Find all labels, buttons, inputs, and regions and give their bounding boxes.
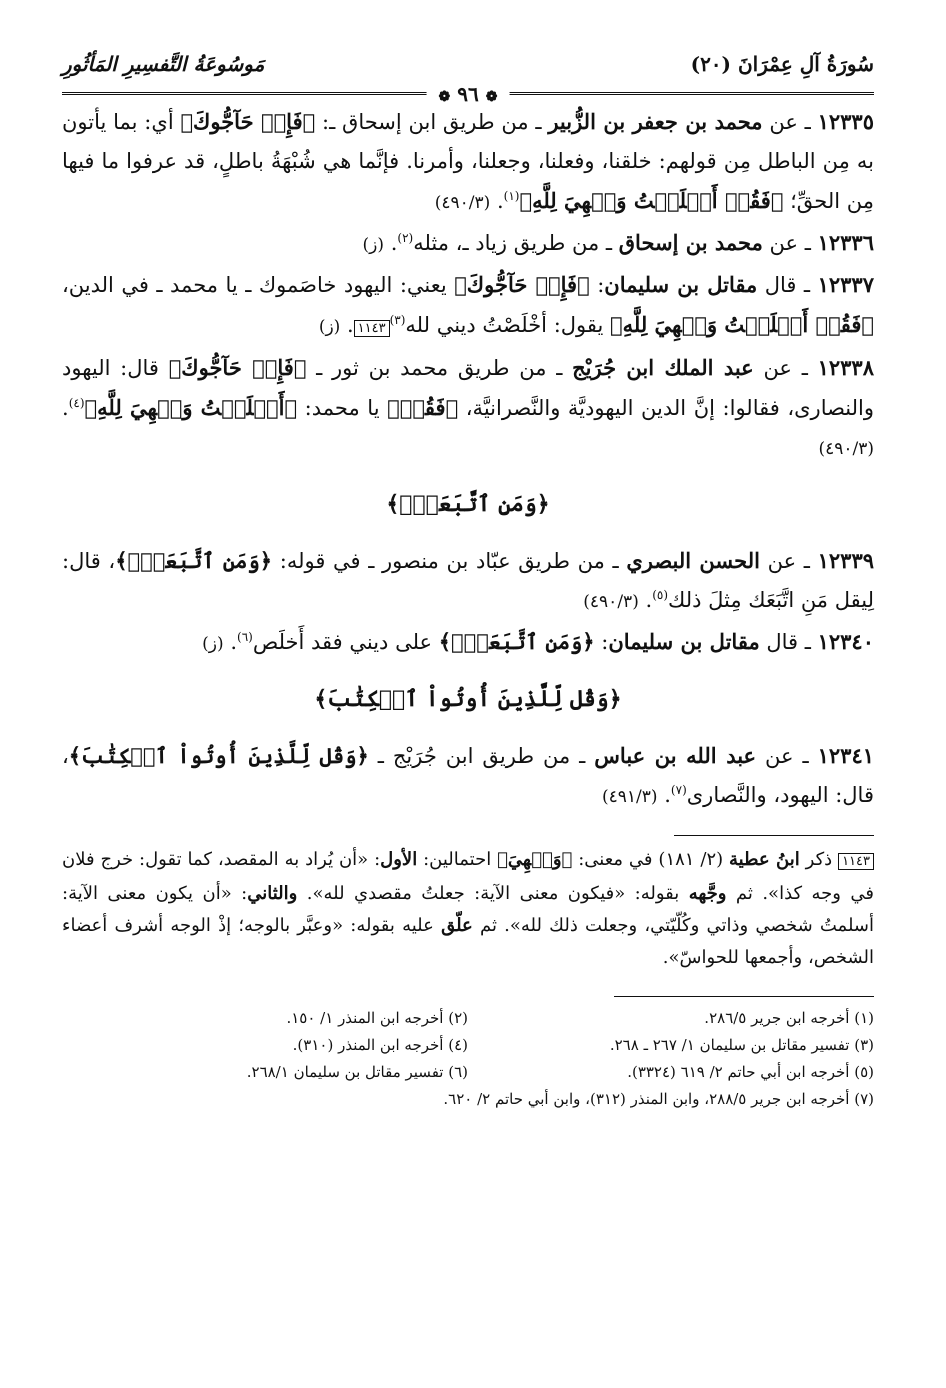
footnote-row (62, 1086, 874, 1113)
entry-text: . (384, 231, 398, 255)
footnote-row (62, 1032, 874, 1059)
quran-verse: ﴿فَإِنۡ حَآجُّوكَ﴾ (180, 109, 316, 134)
footnote-marker[interactable]: (٢) (397, 231, 414, 245)
entry-text: يقول: أخْلَصْتُ ديني لله (405, 313, 611, 337)
footnotes (62, 1005, 874, 1113)
footnote-row (62, 1005, 874, 1032)
commentary-text: بقوله: «فيكون معنى الآية: جعلتُ مقصدي لله». (297, 883, 689, 904)
footnote: (٧) أخرجه ابن جرير ٢٨٨/٥، وابن المنذر (٣١٢)، وابن أبي حاتم ٢/ ٦٢٠. (443, 1090, 874, 1108)
volume-reference: (ز) (318, 317, 341, 337)
footnote: (٤) أخرجه ابن المنذر (٣١٠). (292, 1036, 468, 1054)
entry-12338 (62, 348, 874, 469)
volume-reference: (٤٩٠/٣) (583, 592, 639, 612)
surah-title: سُورَةُ آلِ عِمْرَانَ (٢٠) (690, 52, 874, 76)
entry-12335 (62, 102, 874, 223)
commentary-text: : «أن يكون معنى الآية: أسلمتُ شخصي وذاتي وكُلّيّتي، وجعلت ذلك لله». ثم (62, 883, 874, 936)
narrator: مقاتل بن سليمان (608, 629, 760, 654)
entry-text: ـ عن (756, 744, 809, 768)
entry-12339 (62, 541, 874, 622)
entry-number: ١٢٣٣٥ (817, 109, 874, 134)
volume-reference: (ز) (202, 634, 224, 654)
volume-reference: (٤٩٠/٣) (818, 439, 874, 459)
quran-verse: ﴿فَقُلۡ﴾ (387, 395, 459, 420)
entry-text: : (589, 273, 605, 297)
ornament-icon: ❁ (438, 89, 451, 105)
entry-text: . (223, 630, 238, 654)
footnote: (٦) تفسير مقاتل بن سليمان ٢٦٨/١. (246, 1063, 468, 1081)
section-heading: ﴿وَقُل لِّلَّذِينَ أُوتُواْ ٱلۡكِتَٰبَ﴾ (314, 686, 622, 712)
quran-verse: ﴿أَسۡلَمۡتُ وَجۡهِيَ لِلَّهِ﴾ (84, 395, 298, 420)
commentary-divider (674, 835, 874, 836)
quran-verse: ﴿فَإِنۡ حَآجُّوكَ﴾ (168, 355, 307, 380)
footnote: (٥) أخرجه ابن أبي حاتم ٢/ ٦١٩ (٣٣٢٤). (627, 1063, 874, 1081)
quran-verse: ﴿وَقُل لِّلَّذِينَ أُوتُواْ ٱلۡكِتَٰبَ﴾ (68, 743, 369, 768)
entry-text: يعني: اليهود خاصَموك ـ يا محمد ـ في الدين، (62, 273, 455, 297)
entry-number: ١٢٣٣٩ (817, 548, 875, 573)
ornament-icon: ❁ (485, 89, 498, 105)
entry-text: ـ عن (762, 110, 811, 134)
footnote: (١) أخرجه ابن جرير ٢٨٦/٥. (704, 1009, 874, 1027)
volume-reference: (ز) (362, 235, 385, 255)
footnote: (٢) أخرجه ابن المنذر ١/ ١٥٠. (286, 1009, 468, 1027)
entry-text: ـ عن (762, 231, 811, 255)
footnote-marker[interactable]: (٦) (237, 630, 253, 644)
commentary-note (62, 844, 874, 974)
entry-text: ـ قال (759, 630, 811, 654)
page (62, 52, 874, 1113)
footnote-marker[interactable]: (١) (503, 189, 520, 203)
quran-verse: ﴿فَقُلۡ أَسۡلَمۡتُ وَجۡهِيَ لِلَّهِ﴾ (519, 188, 784, 213)
entry-text: ، قال: اليهود، والنَّصارى (62, 744, 874, 807)
entry-text: . (638, 588, 653, 612)
commentary-text: عليه بقوله: «وعبَّر بالوجه؛ إذْ الوجه أشرف أعضاء الشخص، وأجمعها للحواسّ». (62, 915, 874, 968)
commentary-text: : «أن يُراد به المقصد، كما تقول: خرج فلان في وجه كذا». ثم (62, 849, 874, 904)
entry-text: . (657, 783, 671, 807)
quran-verse: ﴿وَمَنِ ٱتَّبَعَنِۗ﴾ (115, 548, 273, 573)
commentary-text: (٢/ ١٨١) في معنى: (572, 849, 730, 870)
page-header (62, 52, 874, 106)
second-opinion-label: والثاني (247, 883, 298, 904)
entry-number: ١٢٣٤٠ (817, 629, 874, 654)
entry-number: ١٢٣٣٦ (817, 230, 874, 255)
commentary-emphasis: وجَّهه (688, 883, 727, 904)
entry-12336 (62, 223, 874, 265)
entry-text: ـ من طريق ابن إسحاق ـ: (315, 110, 549, 134)
narrator: مقاتل بن سليمان (604, 272, 758, 297)
footnote-marker[interactable]: (٤) (68, 396, 85, 410)
quran-verse: ﴿وَجۡهِيَ﴾ (497, 849, 573, 870)
volume-reference: (٤٩٠/٣) (434, 193, 491, 213)
footnote-marker[interactable]: (٣) (389, 313, 406, 327)
narrator: الحسن البصري (626, 548, 760, 573)
footnote-row (62, 1059, 874, 1086)
entry-12337 (62, 265, 874, 348)
entry-number: ١٢٣٤١ (817, 743, 875, 768)
narrator: محمد بن جعفر بن الزُّبير (548, 109, 763, 134)
footnotes-divider (614, 996, 874, 997)
quran-verse: ﴿فَقُلۡ أَسۡلَمۡتُ وَجۡهِيَ لِلَّهِ﴾ (610, 312, 874, 337)
quran-verse: ﴿وَمَنِ ٱتَّبَعَنِۗ﴾ (438, 629, 595, 654)
entry-number: ١٢٣٣٧ (817, 272, 874, 297)
entry-text: ـ عن (759, 549, 810, 573)
commentary-text: احتمالين: (417, 849, 498, 870)
narrator: عبد الله بن عباس (594, 743, 757, 768)
entry-text: على ديني فقد أَخلَص (252, 630, 439, 654)
entry-text: يا محمد: (297, 396, 388, 420)
commentary-number-box: ١١٤٣ (838, 853, 874, 870)
page-number (427, 82, 510, 106)
commentary-reference-box[interactable]: ١١٤٣ (354, 320, 390, 337)
page-number-value: ٩٦ (457, 82, 479, 106)
narrator: محمد بن إسحاق (618, 230, 763, 255)
entry-12340 (62, 622, 874, 664)
entry-text: . (490, 189, 504, 213)
entry-text: ـ من طريق محمد بن ثور ـ (306, 356, 573, 380)
volume-reference: (٤٩١/٣) (602, 787, 658, 807)
first-opinion-label: الأول (380, 849, 418, 870)
narrator: عبد الملك ابن جُرَيْج (572, 355, 754, 380)
entry-text: ـ عن (753, 356, 808, 380)
commentary-emphasis: علّق (441, 915, 473, 936)
section-heading: ﴿وَمَنِ ٱتَّبَعَنِۗ﴾ (386, 491, 550, 517)
entry-text: . (62, 396, 69, 420)
quran-verse: ﴿فَإِنۡ حَآجُّوكَ﴾ (454, 272, 590, 297)
footnote-marker[interactable]: (٥) (652, 588, 669, 602)
footnote: (٣) تفسير مقاتل بن سليمان ١/ ٢٦٧ ـ ٢٦٨. (609, 1036, 874, 1054)
entry-text: . (340, 313, 354, 337)
footnote-marker[interactable]: (٧) (670, 783, 687, 797)
entry-number: ١٢٣٣٨ (817, 355, 874, 380)
book-title: مَوسُوعَةُ التَّفسِيرِ المَأثُورِ (62, 52, 265, 76)
commentary-text: ذكر (799, 849, 839, 870)
entry-text: ، قال: لِيقل مَنِ اتَّبَعَك مِثلَ ذلك (62, 549, 874, 612)
entry-text: ـ من طريق عبّاد بن منصور ـ في قوله: (272, 549, 627, 573)
commentary-author: ابنُ عطية (729, 849, 800, 870)
entry-12341 (62, 736, 874, 817)
entry-text: : (594, 630, 609, 654)
entry-text: قال: اليهود والنصارى، فقالوا: إنَّ الدين اليهوديَّة والنَّصرانيَّة، (62, 356, 875, 420)
entry-text: ـ من طريق ابن جُرَيْج ـ (368, 744, 595, 768)
entry-text: ـ قال (757, 273, 811, 297)
entry-text: ـ من طريق زياد ـ، مثله (413, 231, 619, 255)
entry-text: أي: بما يأتون به مِن الباطل مِن قولهم: خلقنا، وفعلنا، وجعلنا، وأمرنا. فإنَّما هي شُبْهَةُ باطلٍ، قد عرفوا ما فيها مِن الحقِّ؛ (62, 110, 874, 213)
